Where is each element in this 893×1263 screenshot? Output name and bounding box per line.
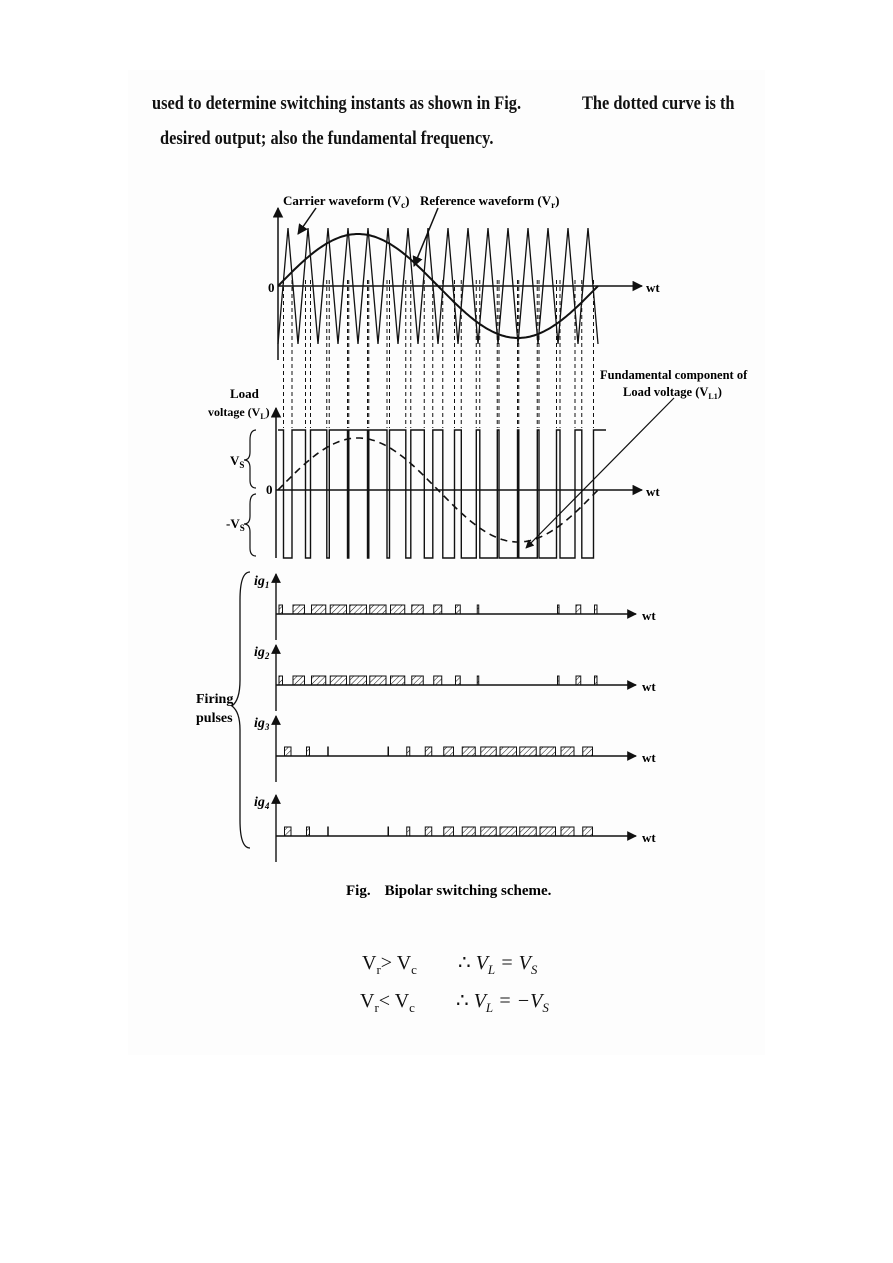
firing-pulse: [285, 747, 292, 756]
firing-pulse: [481, 827, 497, 836]
firing-pulse: [462, 747, 475, 756]
firing-pulse: [434, 676, 442, 685]
firing-pulse: [293, 676, 305, 685]
firing-pulse: [312, 676, 326, 685]
firing-brace: [232, 572, 250, 848]
firing-pulse: [407, 747, 410, 756]
firing-pulse: [595, 676, 598, 685]
firing-pulse: [307, 827, 310, 836]
load-label-2: voltage $(V_L)$: [208, 405, 270, 421]
ig3-label: $ig_3$: [254, 716, 270, 732]
firing-pulse: [407, 827, 410, 836]
wt-ig4: wt: [642, 830, 656, 845]
firing-pulse: [350, 676, 367, 685]
load-zero-label: 0: [266, 482, 273, 497]
firing-pulse: [293, 605, 305, 614]
firing-pulse-trains: [276, 574, 636, 862]
firing-pulse: [412, 605, 424, 614]
firing-pulse: [370, 676, 386, 685]
firing-pulse: [391, 676, 405, 685]
figure-caption: Fig. Bipolar switching scheme.: [346, 883, 552, 899]
firing-pulse: [576, 676, 581, 685]
intro-line-1-left: used to determine switching instants as shown in Fig.: [152, 93, 522, 114]
firing-pulse: [391, 605, 405, 614]
reference-label: Reference waveform $(V_r)$: [420, 193, 560, 210]
carrier-label: Carrier waveform $(V_c)$: [283, 193, 410, 210]
firing-pulse: [328, 827, 329, 836]
firing-pulse: [285, 827, 292, 836]
firing-pulse: [500, 827, 517, 836]
equation-2: $V_r< V_c$ ∴ $V_L = -V_S$: [360, 990, 549, 1015]
firing-pulse: [583, 827, 593, 836]
firing-pulse: [576, 605, 581, 614]
neg-vs-brace: [244, 494, 256, 556]
load-label-1: Load: [230, 386, 259, 401]
firing-pulse: [328, 747, 329, 756]
firing-pulse: [462, 827, 475, 836]
wt-ig3: wt: [642, 750, 656, 765]
firing-pulse: [561, 827, 574, 836]
firing-pulse: [583, 747, 593, 756]
firing-pulse: [456, 676, 461, 685]
firing-pulse: [312, 605, 326, 614]
carrier-pointer: [298, 208, 316, 234]
fundamental-label-2: Load voltage $(V_{L1})$: [623, 385, 722, 401]
load-voltage-pulses: [278, 430, 606, 558]
ig4-label: $ig_4$: [254, 795, 270, 811]
fundamental-pointer: [526, 398, 674, 548]
wt-ig1: wt: [642, 608, 656, 623]
firing-pulse: [477, 605, 479, 614]
firing-pulse: [540, 827, 556, 836]
firing-pulse: [444, 747, 454, 756]
vs-label: $V_S$: [230, 453, 245, 470]
firing-pulse: [350, 605, 367, 614]
firing-pulse: [558, 605, 560, 614]
switching-instant-lines: [284, 280, 594, 428]
firing-pulse: [520, 827, 537, 836]
firing-pulse: [388, 747, 389, 756]
firing-pulse: [425, 827, 432, 836]
intro-line-1-right: The dotted curve is th: [582, 93, 735, 114]
firing-pulse: [330, 605, 346, 614]
top-zero-label: 0: [268, 280, 275, 295]
firing-pulse: [561, 747, 574, 756]
firing-pulse: [279, 676, 283, 685]
vs-brace: [244, 430, 256, 488]
firing-pulse: [412, 676, 424, 685]
firing-pulse: [595, 605, 598, 614]
firing-pulse: [370, 605, 386, 614]
firing-pulse: [279, 605, 283, 614]
ig1-label: $ig_1$: [254, 574, 270, 590]
firing-pulse: [425, 747, 432, 756]
firing-label-1: Firing: [196, 692, 234, 707]
firing-pulse: [540, 747, 556, 756]
intro-line-2: desired output; also the fundamental frequency.: [160, 128, 494, 149]
firing-pulse: [500, 747, 517, 756]
firing-pulse: [477, 676, 479, 685]
firing-pulse: [520, 747, 537, 756]
firing-pulse: [330, 676, 346, 685]
fundamental-label-1: Fundamental component of: [600, 368, 748, 382]
firing-pulse: [434, 605, 442, 614]
equation-1: $V_r> V_c$ ∴ $V_L = V_S$: [362, 952, 538, 977]
firing-pulse: [481, 747, 497, 756]
firing-pulse: [456, 605, 461, 614]
firing-pulse: [558, 676, 560, 685]
firing-pulse: [444, 827, 454, 836]
firing-label-2: pulses: [196, 711, 233, 726]
wt-ig2: wt: [642, 679, 656, 694]
ig2-label: $ig_2$: [254, 645, 270, 661]
firing-pulse: [388, 827, 389, 836]
load-voltage-square-wave: [278, 430, 606, 558]
neg-vs-label: $-V_S$: [226, 516, 245, 533]
load-wt-label: wt: [646, 484, 660, 499]
firing-pulse: [307, 747, 310, 756]
top-wt-label: wt: [646, 280, 660, 295]
